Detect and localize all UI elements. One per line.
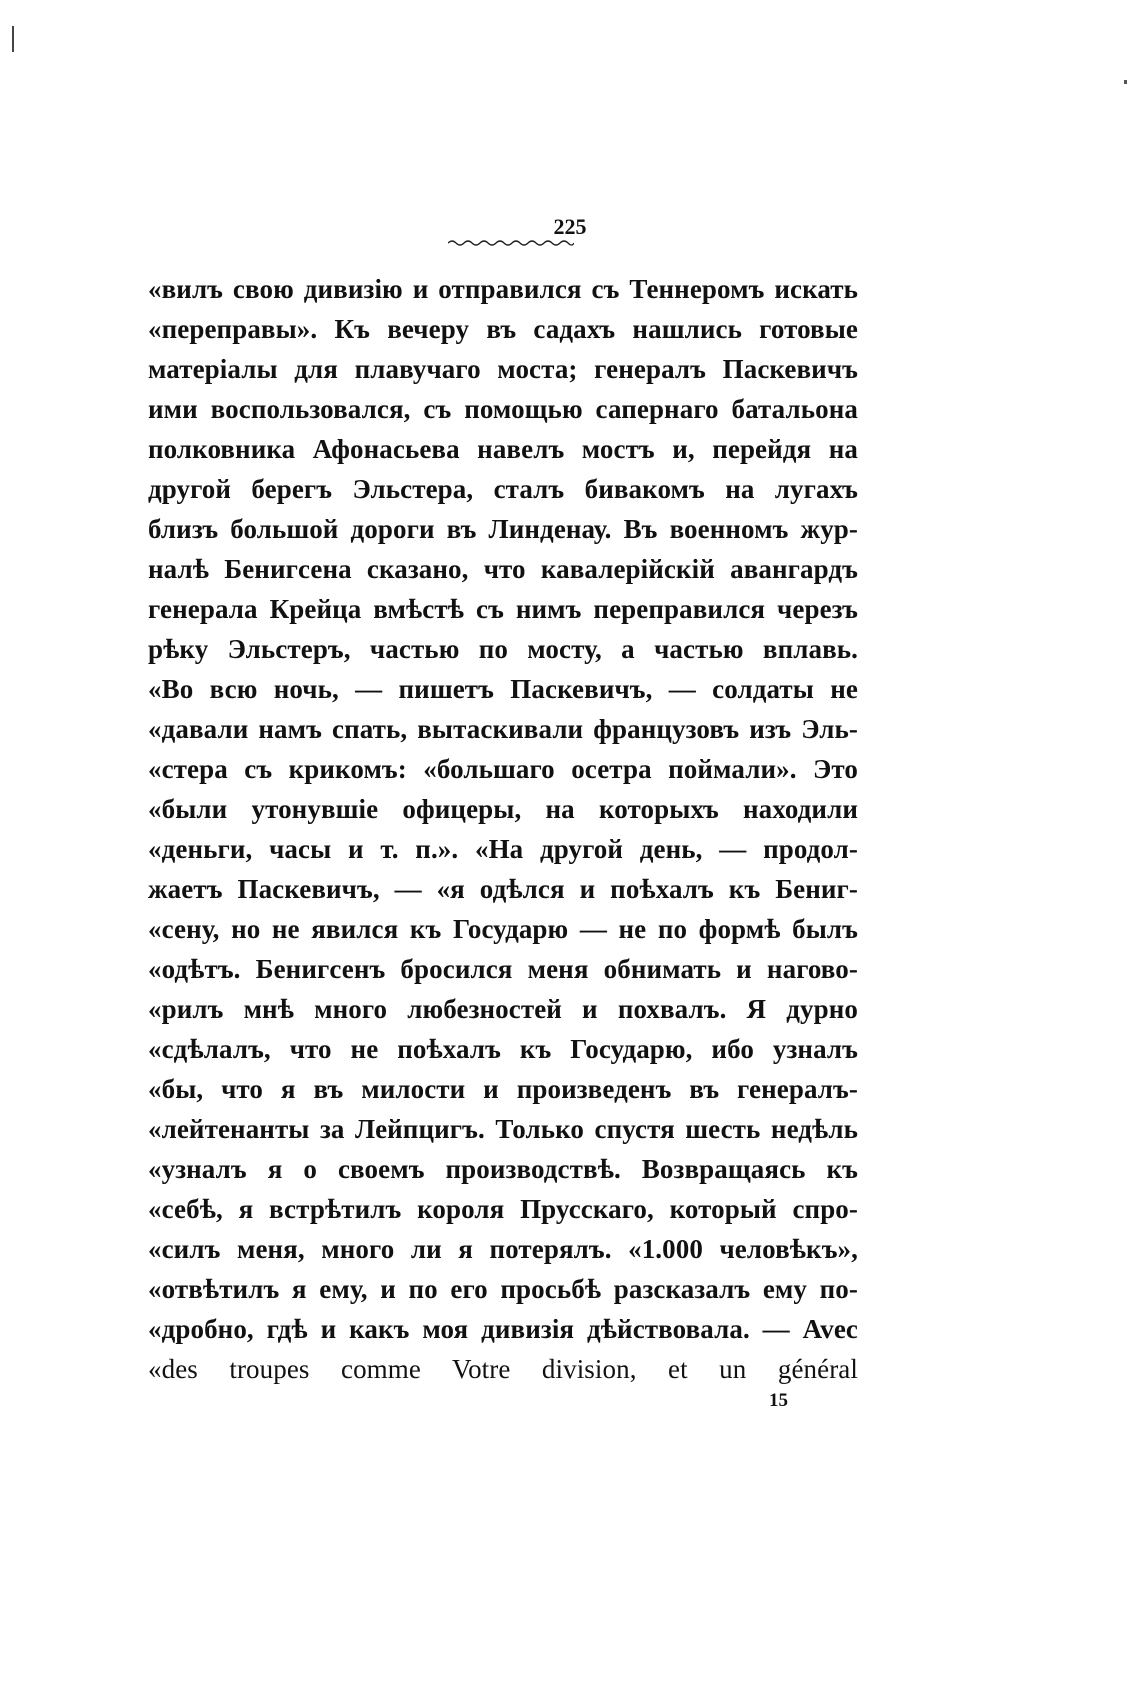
text-line: «сдѣлалъ, что не поѣхалъ къ Государю, ибо узналъ <box>148 1034 858 1064</box>
text-line: «лейтенанты за Лейпцигъ. Только спустя шесть недѣль <box>148 1114 858 1144</box>
text-line: «сену, но не явился къ Государю — не по формѣ былъ <box>148 914 858 944</box>
text-line: «бы, что я въ милости и произведенъ въ генералъ- <box>148 1074 858 1104</box>
scan-edge-mark <box>12 26 14 52</box>
text-line: «вилъ свою дивизію и отправился съ Теннеромъ искать <box>148 274 858 304</box>
text-line: «дробно, гдѣ и какъ моя дивизія дѣйствовала. — Avec <box>148 1314 858 1344</box>
scan-speck <box>1124 80 1127 84</box>
text-line: рѣку Эльстеръ, частью по мосту, а частью вплавь. <box>148 634 858 664</box>
text-line: другой берегъ Эльстера, сталъ бивакомъ на лугахъ <box>148 474 858 504</box>
text-line: генерала Крейца вмѣстѣ съ нимъ переправился черезъ <box>148 594 858 624</box>
text-line: жаетъ Паскевичъ, — «я одѣлся и поѣхалъ къ Бениг- <box>148 874 858 904</box>
text-line: близъ большой дороги въ Линденау. Въ военномъ жур- <box>148 514 858 544</box>
text-line: «деньги, часы и т. п.». «На другой день, — продол- <box>148 834 858 864</box>
text-line: «des troupes comme Votre division, et un général <box>148 1354 858 1384</box>
text-line: «Во всю ночь, — пишетъ Паскевичъ, — солдаты не <box>148 674 858 704</box>
wavy-rule-ornament <box>448 238 574 248</box>
text-line: «себѣ, я встрѣтилъ короля Прусскаго, который спро- <box>148 1194 858 1224</box>
text-line: «были утонувшіе офицеры, на которыхъ находили <box>148 794 858 824</box>
text-line: полковника Афонасьева навелъ мостъ и, перейдя на <box>148 434 858 464</box>
text-line: налѣ Бенигсена сказано, что кавалерійскій авангардъ <box>148 554 858 584</box>
text-line: «силъ меня, много ли я потерялъ. «1.000 человѣкъ», <box>148 1234 858 1264</box>
text-line: «узналъ я о своемъ производствѣ. Возвращаясь къ <box>148 1154 858 1184</box>
text-line: «отвѣтилъ я ему, и по его просьбѣ разсказалъ ему по- <box>148 1274 858 1304</box>
text-line: «переправы». Къ вечеру въ садахъ нашлись готовые <box>148 314 858 344</box>
text-line: «стера съ крикомъ: «большаго осетра поймали». Это <box>148 754 858 784</box>
page-number: 225 <box>553 214 587 239</box>
text-line: «рилъ мнѣ много любезностей и похвалъ. Я дурно <box>148 994 858 1024</box>
text-line: ими воспользовался, съ помощью сапернаго батальона <box>148 394 858 424</box>
text-line: «давали намъ спать, вытаскивали французовъ изъ Эль- <box>148 714 858 744</box>
text-line: «одѣтъ. Бенигсенъ бросился меня обнимать и нагово- <box>148 954 858 984</box>
body-text <box>148 269 858 1389</box>
text-line: матеріалы для плавучаго моста; генералъ Паскевичъ <box>148 354 858 384</box>
signature-mark: 15 <box>769 1390 788 1411</box>
